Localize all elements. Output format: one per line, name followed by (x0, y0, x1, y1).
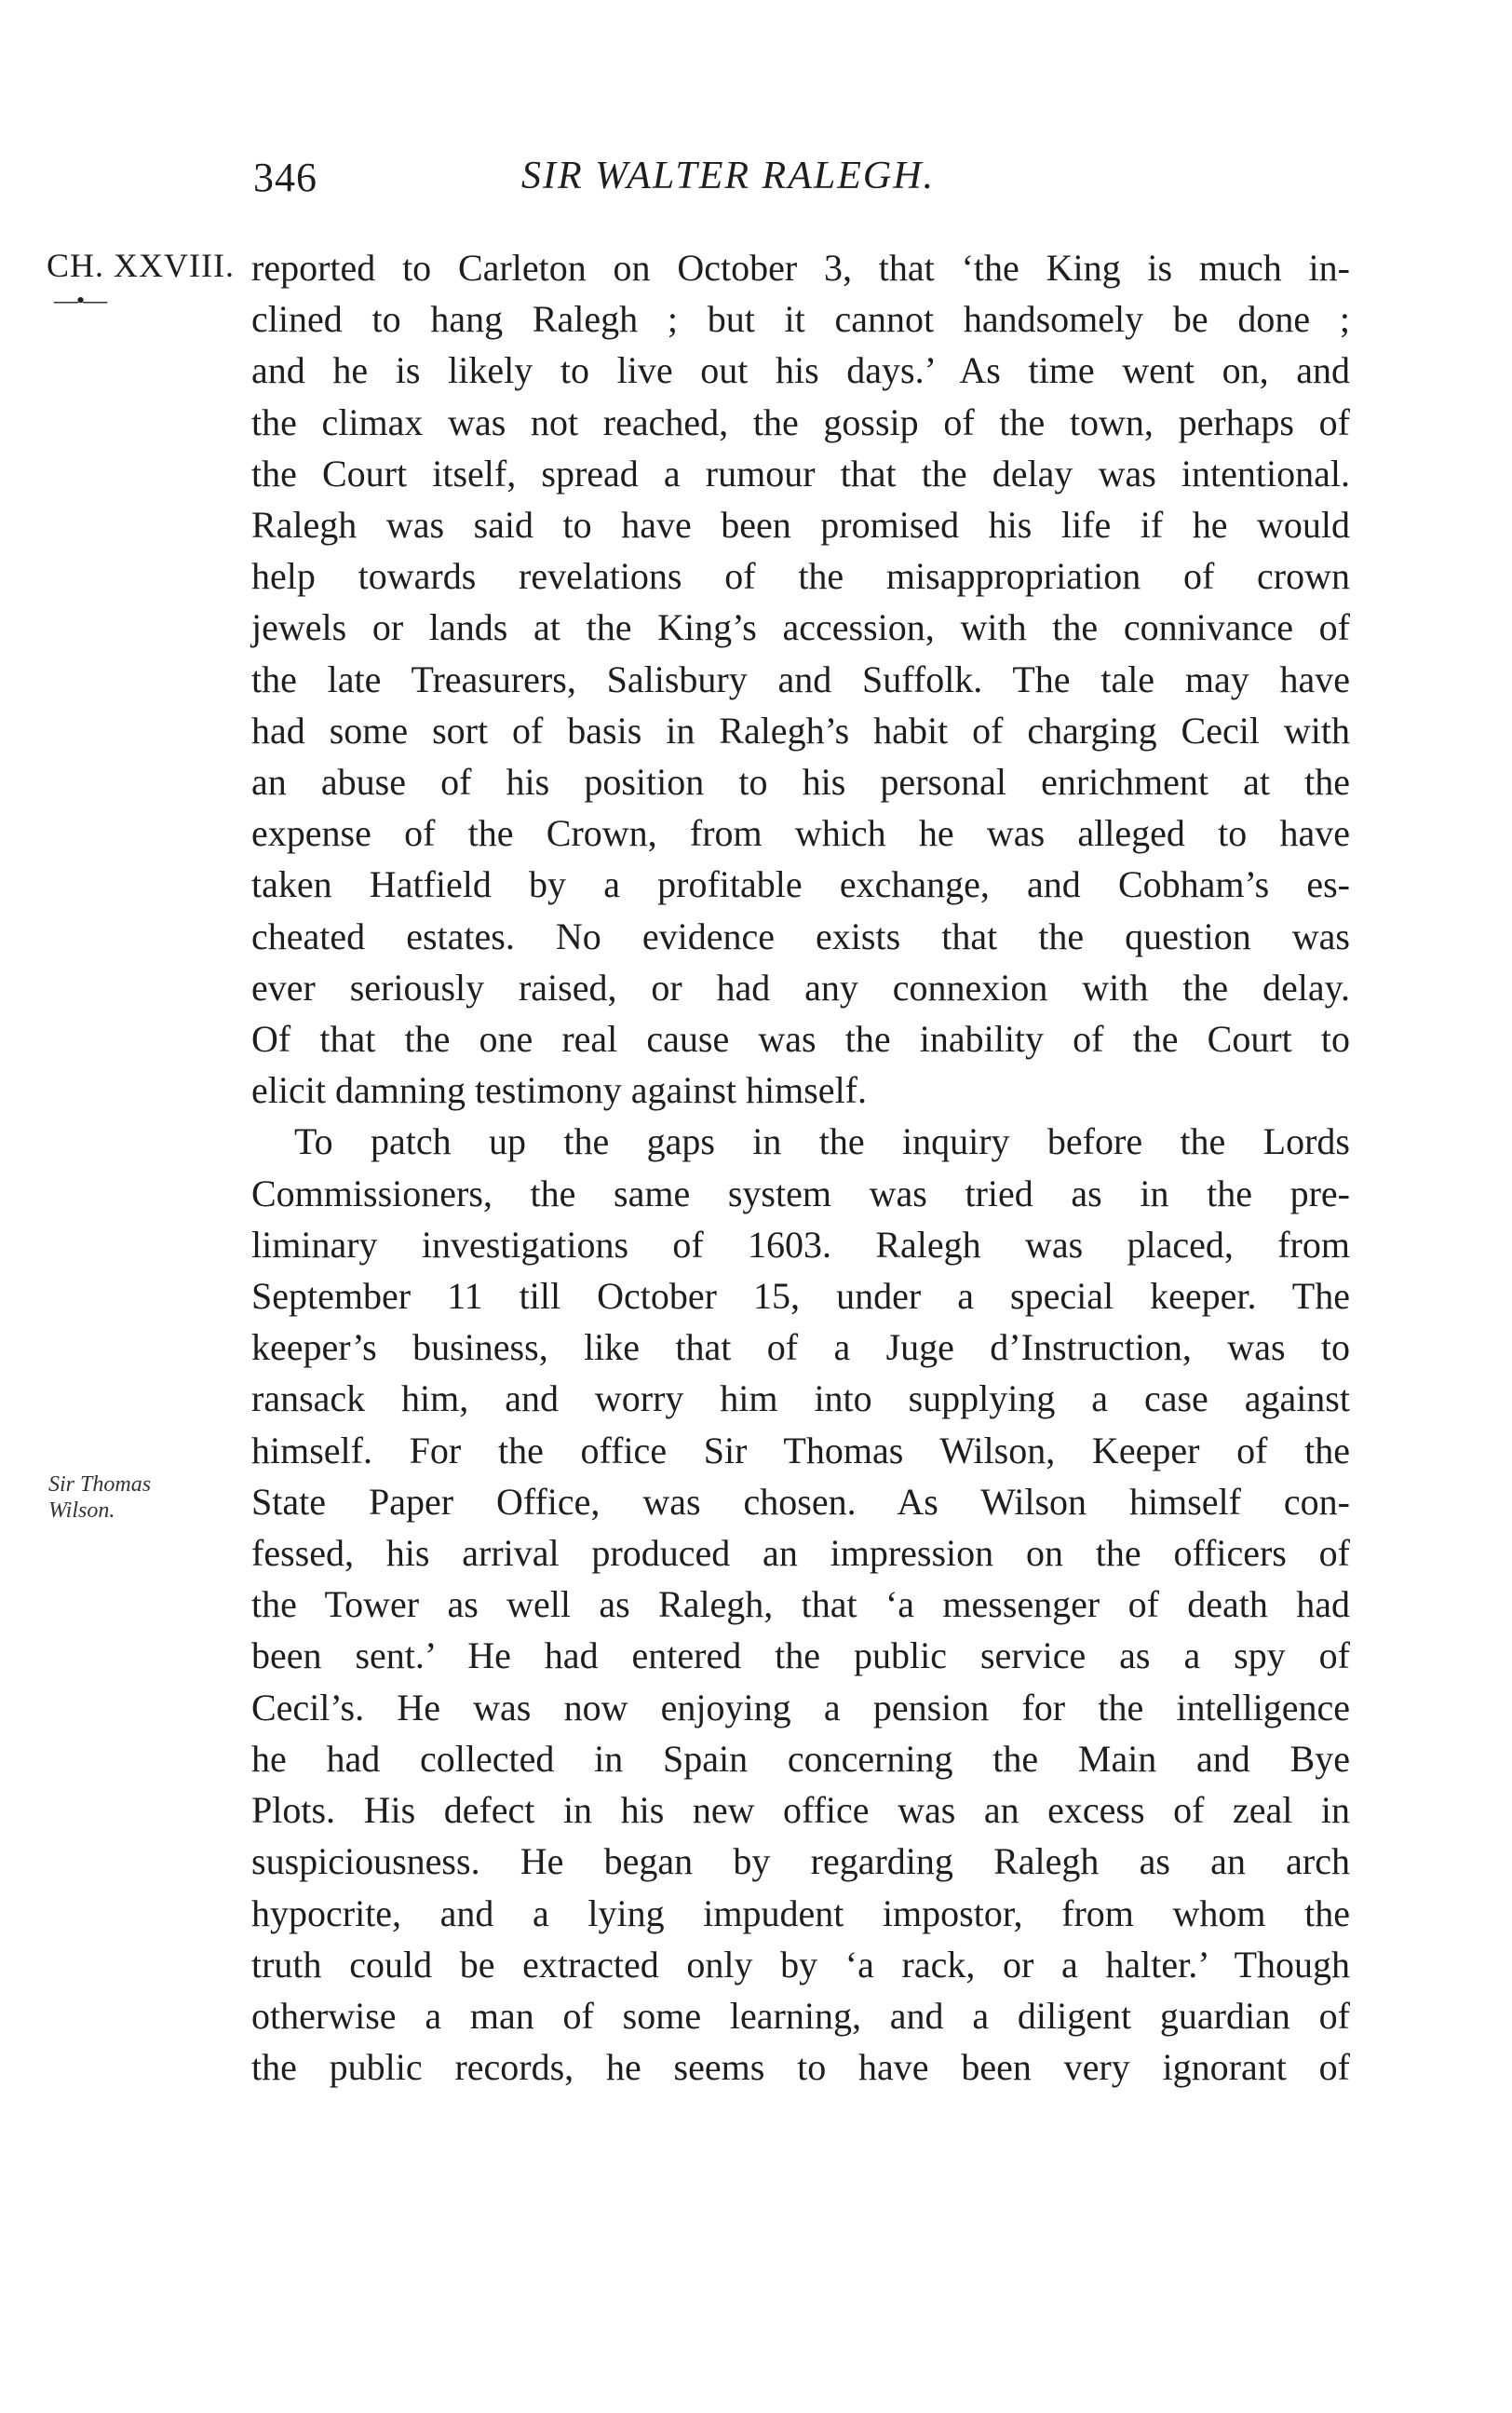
text-line: State Paper Office, was chosen. As Wilson himself con- (251, 1480, 1350, 1523)
text-line: Of that the one real cause was the inability of the Court to (251, 1018, 1350, 1061)
text-line: Commissioners, the same system was tried as in the pre- (251, 1172, 1350, 1214)
text-line: fessed, his arrival produced an impression on the officers of (251, 1532, 1350, 1575)
text-line: hypocrite, and a lying impudent impostor, from whom the (251, 1891, 1350, 1934)
text-line: the Court itself, spread a rumour that the delay was intentional. (251, 452, 1350, 495)
text-line: the late Treasurers, Salisbury and Suffolk. The tale may have (251, 657, 1350, 700)
page-number: 346 (253, 155, 317, 200)
text-line: the climax was not reached, the gossip of the town, perhaps of (251, 400, 1350, 443)
text-line: and he is likely to live out his days.’ As time went on, and (251, 349, 1350, 392)
text-line: suspiciousness. He began by regarding Ralegh as an arch (251, 1840, 1350, 1883)
text-line: elicit damning testimony against himself. (251, 1069, 867, 1112)
body-text (251, 242, 1350, 2093)
text-line: taken Hatfield by a profitable exchange, and Cobham’s es- (251, 863, 1350, 906)
text-line: keeper’s business, like that of a Juge d’Instruction, was to (251, 1326, 1350, 1369)
running-title: SIR WALTER RALEGH. (521, 155, 936, 197)
chapter-ornament: —•— (54, 287, 106, 314)
page-header (0, 154, 1512, 210)
text-line: Cecil’s. He was now enjoying a pension for the intelligence (251, 1686, 1350, 1728)
text-line: an abuse of his position to his personal enrichment at the (251, 761, 1350, 804)
text-line: expense of the Crown, from which he was alleged to have (251, 812, 1350, 855)
text-line: help towards revelations of the misappropriation of crown (251, 555, 1350, 598)
text-line: clined to hang Ralegh ; but it cannot handsomely be done ; (251, 298, 1350, 341)
side-note (48, 1471, 244, 1524)
side-note-line: Sir Thomas (48, 1472, 152, 1497)
text-line: been sent.’ He had entered the public service as a spy of (251, 1634, 1350, 1677)
text-line: liminary investigations of 1603. Ralegh was placed, from (251, 1223, 1350, 1266)
text-line: Ralegh was said to have been promised his life if he would (251, 504, 1350, 547)
text-line: ever seriously raised, or had any connexion with the delay. (251, 966, 1350, 1009)
text-line: the Tower as well as Ralegh, that ‘a messenger of death had (251, 1583, 1350, 1626)
text-line: himself. For the office Sir Thomas Wilson, Keeper of the (251, 1429, 1350, 1471)
text-line: the public records, he seems to have been very ignorant of (251, 2046, 1350, 2089)
text-line: truth could be extracted only by ‘a rack, or a halter.’ Though (251, 1943, 1350, 1986)
text-line: had some sort of basis in Ralegh’s habit of charging Cecil with (251, 709, 1350, 752)
text-line: he had collected in Spain concerning the Main and Bye (251, 1737, 1350, 1780)
text-line: otherwise a man of some learning, and a diligent guardian of (251, 1994, 1350, 2037)
text-line: reported to Carleton on October 3, that ‘the King is much in- (251, 247, 1350, 289)
chapter-marker: CH. XXVIII. (47, 247, 235, 284)
text-line: jewels or lands at the King’s accession, with the connivance of (251, 606, 1350, 649)
text-line: ransack him, and worry him into supplying a case against (251, 1377, 1350, 1420)
text-line: cheated estates. No evidence exists that the question was (251, 915, 1350, 957)
side-note-line: Wilson. (48, 1498, 115, 1523)
text-line: To patch up the gaps in the inquiry before the Lords (294, 1120, 1350, 1163)
text-line: Plots. His defect in his new office was an excess of zeal in (251, 1789, 1350, 1832)
text-line: September 11 till October 15, under a special keeper. The (251, 1275, 1350, 1318)
